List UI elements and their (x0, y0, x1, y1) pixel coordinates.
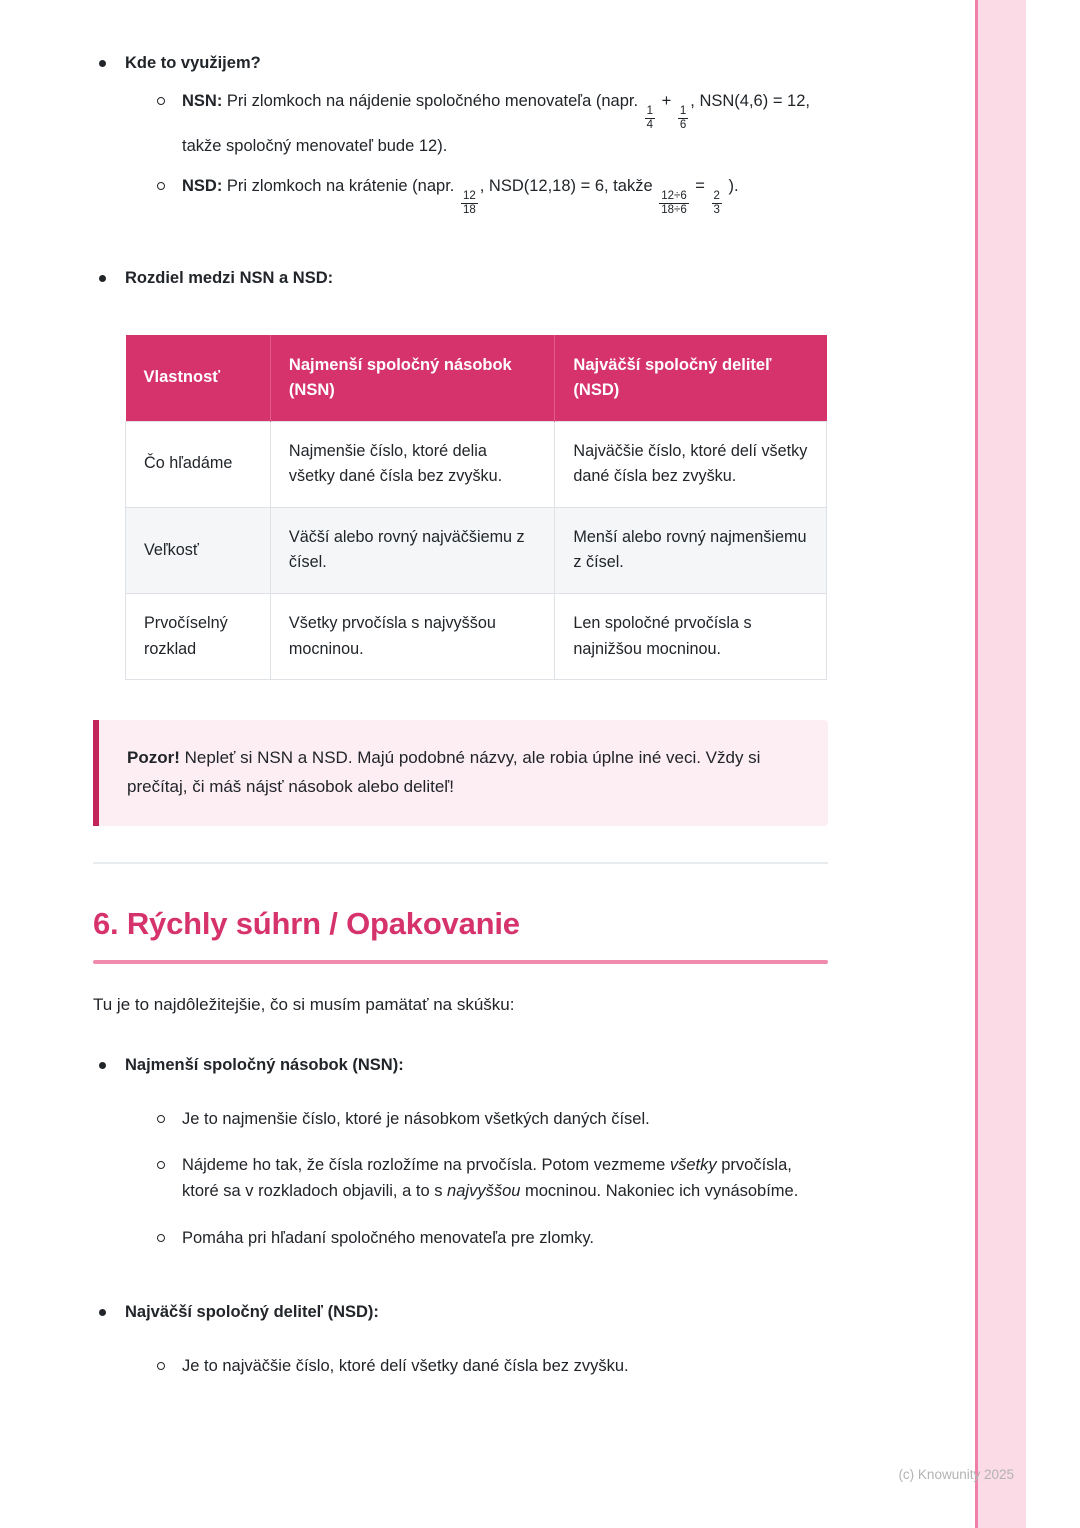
table-cell-nsn: Všetky prvočísla s najvyššou mocninou. (270, 593, 555, 679)
fraction-numerator: 12÷6 (661, 189, 687, 202)
nsn-label: NSN: (182, 92, 223, 111)
fraction-numerator: 2 (713, 189, 720, 202)
fraction (659, 190, 689, 217)
section-heading: 6. Rýchly súhrn / Opakovanie (93, 905, 520, 941)
table-header-row (126, 335, 827, 421)
nsd-usage-text (182, 173, 828, 217)
sub-bullet-icon (157, 1115, 165, 1123)
table-row (126, 593, 827, 679)
nsd-summary-title: Najväčší spoločný deliteľ (NSD): (125, 1302, 379, 1321)
table-header-property: Vlastnosť (126, 335, 271, 421)
fraction (712, 190, 722, 217)
bullet-icon (99, 1309, 106, 1316)
warning-label: Pozor! (127, 748, 180, 768)
plus-operator: + (657, 92, 676, 111)
nsn-summary-item-2-seg3: mocninou. Nakoniec ich vynásobíme. (520, 1182, 799, 1201)
fraction-numerator: 1 (646, 105, 654, 118)
sub-bullet-icon (157, 1362, 165, 1370)
table-header-nsd: Najväčší spoločný deliteľ (NSD) (555, 335, 827, 421)
sub-bullet-icon (157, 1161, 165, 1169)
section-intro: Tu je to najdôležitejšie, čo si musím pamätať na skúšku: (93, 994, 515, 1014)
bullet-icon (99, 275, 106, 282)
fraction-denominator: 4 (646, 119, 654, 132)
warning-text (127, 744, 800, 802)
list-item (157, 1353, 828, 1379)
nsd-summary-item-1: Je to najväčšie číslo, ktoré delí všetky dané čísla bez zvyšku. (182, 1356, 629, 1375)
nsn-summary-item-2-italic2: najvyššou (447, 1182, 521, 1201)
usage-sublist (157, 88, 828, 217)
nsn-usage-seg2: , NSN(4,6) = 12, takže spoločný menovateľ bude 12). (182, 92, 810, 155)
nsn-summary-item-2-seg2: prvočísla, ktoré sa v rozkladoch objavili, a to s (182, 1156, 792, 1201)
section-divider (93, 862, 828, 864)
list-item (157, 1225, 828, 1251)
fraction-denominator: 18 (462, 203, 476, 216)
nsn-summary-sublist (157, 1106, 828, 1250)
nsd-usage-seg3: ). (723, 176, 739, 195)
table-cell-nsn: Najmenšie číslo, ktoré delia všetky dané čísla bez zvyšku. (270, 421, 555, 507)
comparison-table (125, 335, 827, 680)
nsn-summary-item-1: Je to najmenšie číslo, ktoré je násobkom všetkých daných čísel. (182, 1110, 650, 1129)
notes-content (93, 0, 828, 1399)
table-header-nsn: Najmenší spoločný násobok (NSN) (270, 335, 555, 421)
nsn-summary-item-3: Pomáha pri hľadaní spoločného menovateľa pre zlomky. (182, 1228, 594, 1247)
fraction-denominator: 3 (713, 203, 720, 216)
difference-title: Rozdiel medzi NSN a NSD: (125, 269, 334, 287)
fraction-denominator: 18÷6 (661, 203, 687, 216)
nsn-summary-title: Najmenší spoločný násobok (NSN): (125, 1056, 404, 1075)
warning-callout (93, 720, 828, 826)
heading-underline (93, 960, 828, 964)
nsd-usage-seg1: Pri zlomkoch na krátenie (napr. (222, 176, 459, 195)
bullet-icon (99, 1062, 106, 1069)
nsn-usage-text (182, 88, 828, 159)
nsn-summary-item-2-seg1: Nájdeme ho tak, že čísla rozložíme na prvočísla. Potom vezmeme (182, 1156, 670, 1175)
sub-bullet-icon (157, 1234, 165, 1242)
table-cell-nsd: Najväčšie číslo, ktoré delí všetky dané čísla bez zvyšku. (555, 421, 827, 507)
right-pink-stripe-border (975, 0, 978, 1528)
table-row (126, 507, 827, 593)
nsd-summary-block (93, 1299, 828, 1399)
table-cell-nsd: Len spoločné prvočísla s najnižšou mocninou. (555, 593, 827, 679)
nsn-usage-item (157, 88, 828, 159)
nsn-usage-seg1: Pri zlomkoch na nájdenie spoločného menovateľa (napr. (222, 92, 643, 111)
table-row (126, 421, 827, 507)
nsd-usage-seg2: , NSD(12,18) = 6, takže (479, 176, 658, 195)
right-pink-stripe (978, 0, 1026, 1528)
nsd-usage-item (157, 173, 828, 217)
table-cell-nsn: Väčší alebo rovný najväčšiemu z čísel. (270, 507, 555, 593)
fraction (645, 105, 655, 132)
nsd-summary-sublist (157, 1353, 828, 1379)
list-item (157, 1106, 828, 1132)
usage-list-item (93, 50, 828, 231)
difference-list-item (93, 265, 828, 291)
fraction-numerator: 12 (462, 189, 476, 202)
fraction (678, 105, 688, 132)
nsn-summary-block (93, 1052, 828, 1270)
nsd-label: NSD: (182, 176, 223, 195)
nsn-summary-item-2 (182, 1152, 828, 1204)
equals-operator: = (690, 176, 710, 195)
table-cell-property: Čo hľadáme (126, 421, 271, 507)
watermark: (c) Knowunity 2025 (898, 1467, 1014, 1482)
fraction (461, 190, 478, 217)
nsn-summary-item-2-italic1: všetky (669, 1156, 717, 1175)
warning-body: Nepleť si NSN a NSD. Majú podobné názvy, ale robia úplne iné veci. Vždy si prečítaj, či máš nájsť násobok alebo deliteľ! (127, 748, 761, 797)
sub-bullet-icon (157, 97, 165, 105)
table-cell-nsd: Menší alebo rovný najmenšiemu z čísel. (555, 507, 827, 593)
table-cell-property: Prvočíselný rozklad (126, 593, 271, 679)
list-item (157, 1152, 828, 1204)
fraction-numerator: 1 (679, 105, 687, 118)
sub-bullet-icon (157, 182, 165, 190)
fraction-denominator: 6 (679, 119, 687, 132)
usage-title: Kde to využijem? (125, 54, 261, 72)
table-cell-property: Veľkosť (126, 507, 271, 593)
bullet-icon (99, 60, 106, 67)
